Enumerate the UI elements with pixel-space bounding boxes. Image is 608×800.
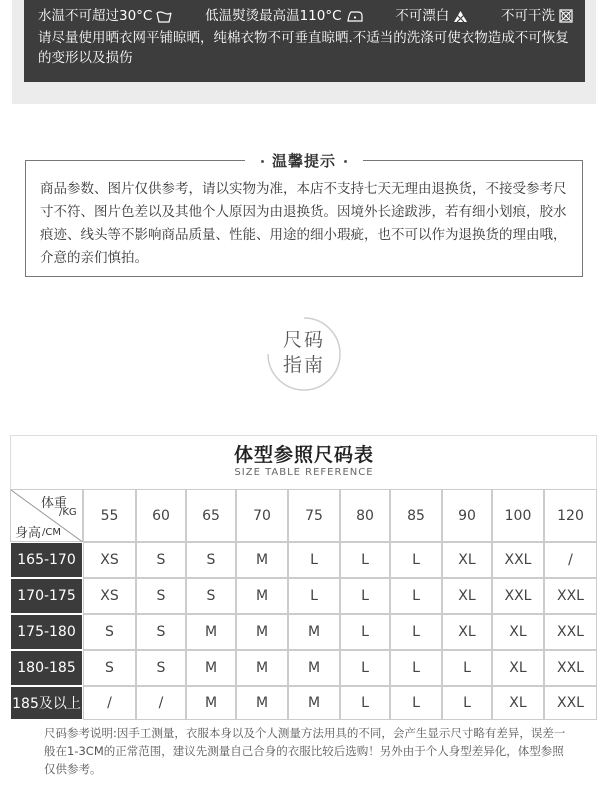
- size-guide-text: 尺码 指南: [282, 329, 325, 376]
- no-dry-clean-icon: [559, 9, 573, 23]
- weight-header: 75: [288, 489, 340, 542]
- size-cell: S: [136, 614, 186, 650]
- size-cell: S: [186, 542, 236, 578]
- size-note: 尺码参考说明:因手工测量，衣服本身以及个人测量方法用具的不同，会产生显示尺寸略有差异，误差一般在1-3CM的正常范围，建议先测量自己合身的衣服比较后选购！另外由于个人身型差异化，体型参照仅供参考。: [44, 726, 566, 776]
- size-cell: L: [390, 650, 442, 686]
- size-cell: XS: [83, 542, 136, 578]
- wash-30-icon: [156, 10, 172, 23]
- size-cell: XL: [492, 614, 544, 650]
- height-row-header: 180-185: [10, 650, 83, 686]
- size-cell: S: [83, 650, 136, 686]
- tips-box: [25, 152, 583, 277]
- size-cell: M: [186, 650, 236, 686]
- size-cell: M: [236, 614, 288, 650]
- care-item-bleach: 不可漂白: [395, 6, 468, 26]
- weight-header: 70: [236, 489, 288, 542]
- size-cell: XS: [83, 578, 136, 614]
- size-cell: L: [340, 614, 390, 650]
- size-cell: L: [442, 650, 492, 686]
- iron-low-icon: [346, 10, 363, 22]
- weight-header: 100: [492, 489, 544, 542]
- care-paragraph: 请尽量使用晒衣网平铺晾晒，纯棉衣物不可垂直晾晒.不适当的洗涤可使衣物造成不可恢复的变形以及损伤: [38, 30, 569, 66]
- height-row-header: 175-180: [10, 614, 83, 650]
- size-cell: XL: [442, 614, 492, 650]
- size-cell: L: [340, 542, 390, 578]
- care-item-wash: 水温不可超过30°C: [38, 6, 172, 26]
- size-cell: M: [186, 686, 236, 720]
- height-row-header: 170-175: [10, 578, 83, 614]
- size-cell: S: [83, 614, 136, 650]
- dot-icon: [261, 160, 264, 163]
- size-cell: XL: [442, 542, 492, 578]
- care-symbols-row: [38, 6, 573, 26]
- dot-icon: [344, 160, 347, 163]
- size-table-subtitle: SIZE TABLE REFERENCE: [234, 467, 374, 478]
- size-cell: M: [186, 614, 236, 650]
- size-cell: XXL: [492, 578, 544, 614]
- size-cell: XL: [492, 650, 544, 686]
- height-unit: /CM: [42, 527, 61, 538]
- size-cell: L: [390, 686, 442, 720]
- size-cell: S: [136, 542, 186, 578]
- size-cell: L: [390, 614, 442, 650]
- weight-header: 55: [83, 489, 136, 542]
- weight-header: 80: [340, 489, 390, 542]
- size-cell: /: [136, 686, 186, 720]
- weight-header: 85: [390, 489, 442, 542]
- size-table-title: 体型参照尺码表: [233, 444, 374, 466]
- size-cell: L: [340, 578, 390, 614]
- weight-unit: /KG: [59, 507, 77, 518]
- weight-header: 60: [136, 489, 186, 542]
- size-cell: M: [236, 542, 288, 578]
- size-cell: S: [136, 650, 186, 686]
- size-cell: M: [288, 614, 340, 650]
- height-row-header: 165-170: [10, 542, 83, 578]
- size-cell: XL: [492, 686, 544, 720]
- size-cell: L: [390, 578, 442, 614]
- size-cell: M: [288, 686, 340, 720]
- weight-header: 90: [442, 489, 492, 542]
- height-label: 身高: [15, 526, 42, 541]
- size-cell: /: [83, 686, 136, 720]
- tips-text: 商品参数、图片仅供参考，请以实物为准，本店不支持七天无理由退换货，不接受参考尺寸不符、图片色差以及其他个人原因为由退换货。因境外长途跋涉，若有细小划痕，胶水痕迹、线头等不影响商品质量、性能、用途的细小瑕疵，也不可以作为退换货的理由哦，介意的亲们慎拍。: [40, 181, 567, 266]
- size-cell: XXL: [544, 650, 597, 686]
- size-cell: L: [340, 686, 390, 720]
- size-cell: M: [288, 650, 340, 686]
- size-cell: L: [288, 578, 340, 614]
- weight-header: 120: [544, 489, 597, 542]
- size-cell: L: [288, 542, 340, 578]
- size-cell: S: [186, 578, 236, 614]
- care-item-iron: 低温熨烫最高温110°C: [205, 6, 362, 26]
- care-item-dryclean: 不可干洗: [501, 6, 573, 26]
- weight-header: 65: [186, 489, 236, 542]
- size-cell: M: [236, 686, 288, 720]
- size-cell: L: [340, 650, 390, 686]
- size-cell: XXL: [492, 542, 544, 578]
- size-cell: M: [236, 578, 288, 614]
- size-cell: L: [442, 686, 492, 720]
- size-cell: M: [236, 650, 288, 686]
- weight-label: 体重: [41, 496, 68, 511]
- table-corner-header: [10, 489, 83, 542]
- tips-title: 温馨提示: [245, 150, 363, 171]
- size-cell: XXL: [544, 578, 597, 614]
- size-cell: /: [544, 542, 597, 578]
- size-cell: XL: [442, 578, 492, 614]
- size-cell: S: [136, 578, 186, 614]
- no-bleach-icon: [453, 10, 468, 23]
- size-cell: XXL: [544, 614, 597, 650]
- size-cell: XXL: [544, 686, 597, 720]
- size-guide-badge: [264, 314, 344, 394]
- size-cell: L: [390, 542, 442, 578]
- care-instructions: [24, 0, 585, 82]
- height-row-header: 185及以上: [10, 686, 83, 720]
